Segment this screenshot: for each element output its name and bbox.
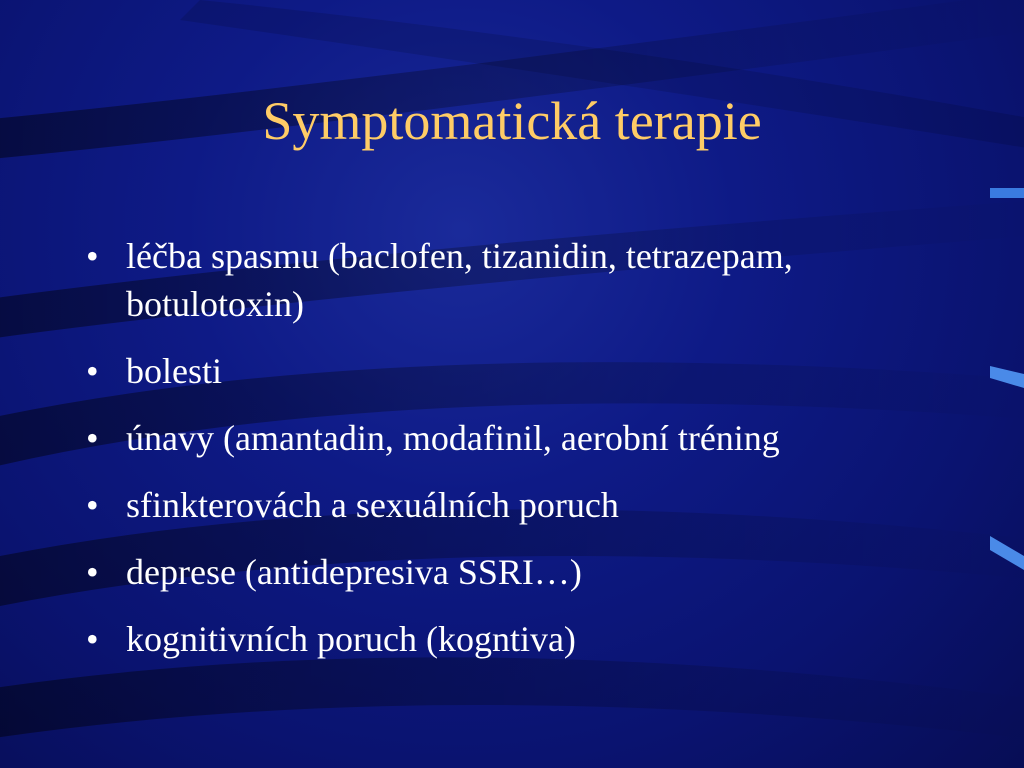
bullet-text: bolesti	[126, 351, 222, 391]
list-item	[86, 481, 846, 529]
list-item	[86, 232, 846, 328]
list-item	[86, 414, 846, 462]
bullet-icon: •	[86, 418, 99, 458]
list-item	[86, 347, 846, 395]
bullet-icon: •	[86, 351, 99, 391]
bullet-icon: •	[86, 552, 99, 592]
bullet-text: únavy (amantadin, modafinil, aerobní tréning	[126, 418, 780, 458]
bullet-list	[86, 232, 846, 682]
list-item	[86, 548, 846, 596]
accent-ticks	[990, 188, 1024, 570]
bullet-icon: •	[86, 236, 99, 276]
bullet-text: kognitivních poruch (kogntiva)	[126, 619, 576, 659]
bullet-text: sfinkterovách a sexuálních poruch	[126, 485, 619, 525]
bullet-text: léčba spasmu (baclofen, tizanidin, tetrazepam, botulotoxin)	[126, 236, 793, 324]
bullet-icon: •	[86, 485, 99, 525]
accent-tick	[990, 188, 1024, 198]
list-item	[86, 615, 846, 663]
slide-title: Symptomatická terapie	[262, 91, 762, 151]
bullet-text: deprese (antidepresiva SSRI…)	[126, 552, 582, 592]
bullet-icon: •	[86, 619, 99, 659]
